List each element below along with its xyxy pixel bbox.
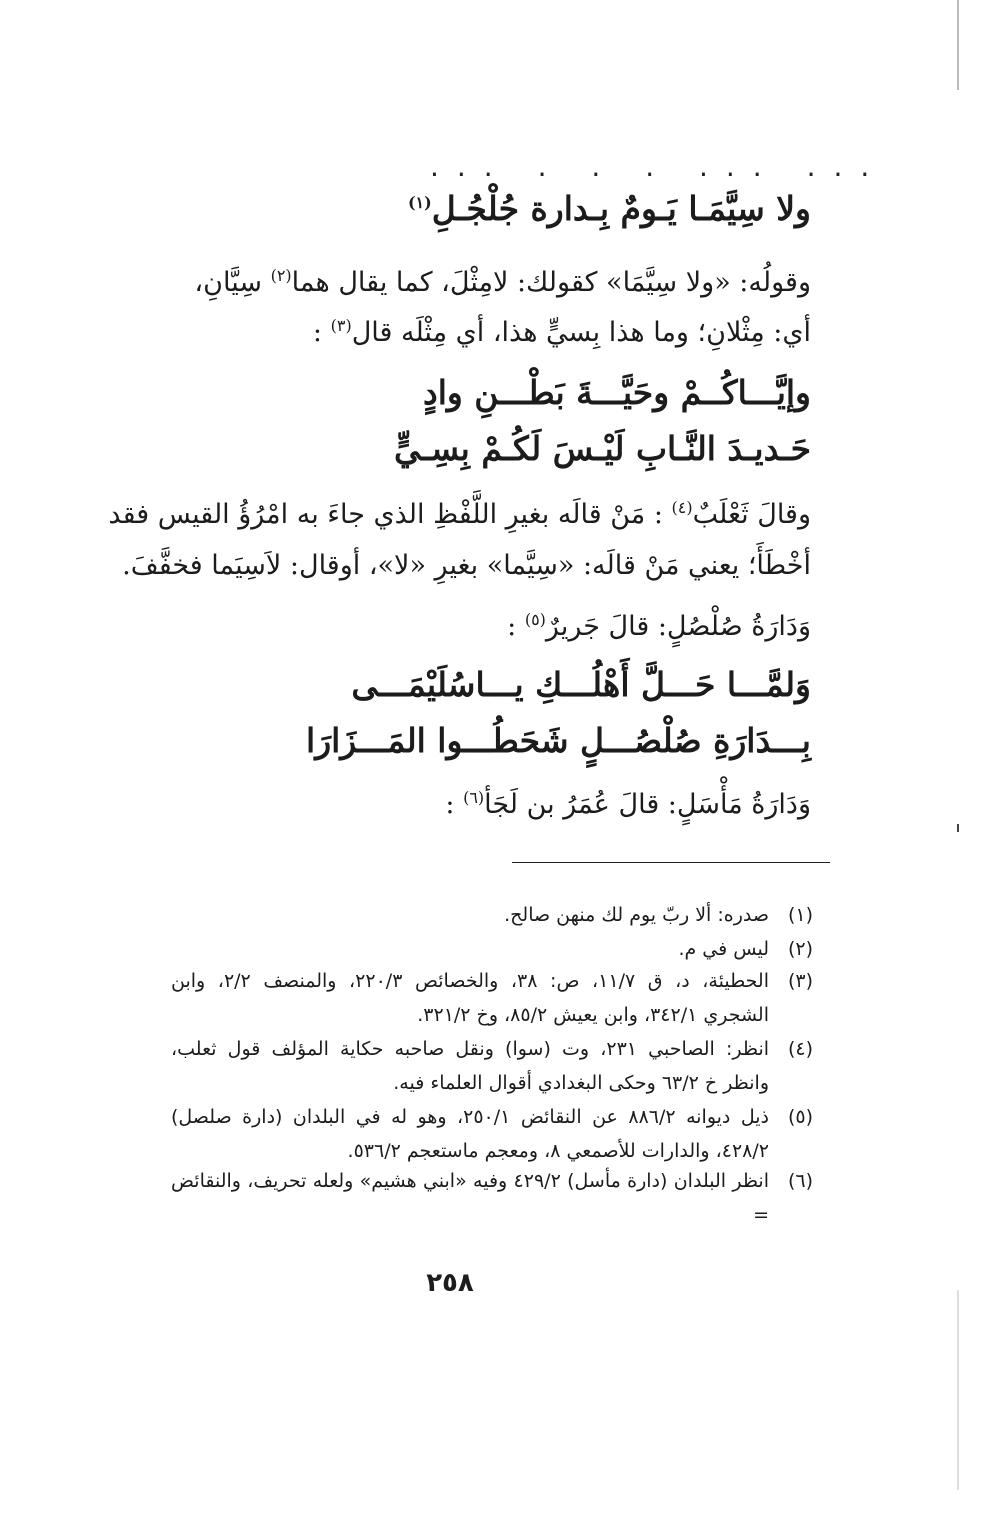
footnote-text: الحطيئة، د، ق ١١/٧، ص: ٣٨، والخصائص ٢٢٠/٣، والمنصف ٢/٢، وابن الشجري ٣٤٢/١، وابن يعيش ٨٥/٢، وخ ٣٢١/٢.	[171, 970, 769, 1026]
footnote-2	[171, 932, 811, 966]
prose-text: :	[507, 611, 517, 642]
footnote-number: (٦)	[787, 1170, 813, 1192]
footnote-text: ذيل ديوانه ٨٨٦/٢ عن النقائض ٢٥٠/١، وهو له في البلدان (دارة صلصل) ٤٢٨/٢، والدارات للأصمعي ٨، ومعجم ماستعجم ٥٣٦/٢.	[171, 1106, 769, 1162]
prose-text: وَدَارَةُ صُلْصُلٍ: قالَ جَريرٌ	[545, 611, 811, 642]
verse-line-1	[407, 189, 811, 228]
prose-line-4: أخْطَأَ؛ يعني مَنْ قالَه: «سِيَّما» بغيرِ «لا»، أوقال: لاَسِيَما فخفَّفَ.	[122, 550, 811, 581]
prose-line-2	[313, 318, 811, 346]
prose-line-6	[445, 790, 811, 818]
scan-edge-mark	[957, 1290, 959, 1490]
footnote-5	[171, 1100, 811, 1168]
footnote-number: (٣)	[787, 970, 813, 992]
footnote-ref-3: (٣)	[330, 316, 352, 335]
footnote-number: (٥)	[787, 1106, 813, 1128]
prose-text: وَدَارَةُ مَأْسَلٍ: قالَ عُمَرُ بن لَجَأ	[484, 789, 811, 820]
prose-text: :	[445, 789, 455, 820]
footnote-number: (٤)	[787, 1038, 813, 1060]
prose-text: وقالَ ثَعْلَبٌ	[692, 499, 811, 530]
footnote-ref-4: (٤)	[671, 498, 693, 517]
footnote-number: (٢)	[787, 938, 813, 960]
footnote-4	[171, 1032, 811, 1100]
footnote-3	[171, 964, 811, 1032]
page-number: ٢٥٨	[426, 1268, 474, 1298]
prose-text: : مَنْ قالَه بغيرِ اللَّفْظِ الذي جاءَ به امْرُؤُ القيس فقد	[108, 499, 663, 530]
verse-text: ولا سِيَّمَـا يَـومٌ بِـدارة جُلْجُـلِ	[431, 189, 811, 228]
ellipsis-row: ... . . . ... ...	[430, 150, 888, 183]
prose-line-1	[194, 268, 811, 296]
footnote-number: (١)	[787, 904, 813, 926]
verse-line-2a: وإيَّـــاكُــمْ وحَيَّـــةَ بَطْـــنِ وادٍ	[423, 373, 811, 412]
prose-text: :	[312, 317, 322, 348]
scan-edge-tick	[957, 824, 959, 832]
footnote-6	[171, 1164, 811, 1232]
verse-line-3a: وَلمَّـــا حَـــلَّ أَهْلُـــكِ يـــاسُلَيْمَـــى	[351, 665, 811, 704]
scan-edge-mark	[957, 0, 959, 90]
footnote-ref-1: (١)	[407, 193, 432, 212]
footnote-ref-2: (٢)	[270, 266, 292, 285]
prose-text: سِيَّانِ،	[194, 267, 262, 298]
prose-line-5	[507, 612, 811, 640]
footnote-text: انظر البلدان (دارة مأسل) ٤٢٩/٢ وفيه «ابني هشيم» ولعله تحريف، والنقائض =	[171, 1170, 769, 1226]
footnote-separator	[512, 862, 830, 863]
prose-text: أي: مِثْلانِ؛ وما هذا بِسيٍّ هذا، أي مِثْلَه قال	[351, 317, 811, 348]
footnote-ref-5: (٥)	[524, 610, 546, 629]
prose-line-3	[108, 500, 811, 528]
prose-text: وقولُه: «ولا سِيَّمَا» كقولك: لامِثْلَ، كما يقال هما	[291, 267, 811, 298]
footnote-1	[171, 898, 811, 932]
footnote-ref-6: (٦)	[463, 788, 485, 807]
verse-line-2b: حَـديـدَ النَّـابِ لَيْـسَ لَكُـمْ بِسِـيٍّ	[394, 429, 811, 468]
footnote-text: صدره: ألا ربّ يوم لك منهن صالح.	[504, 904, 769, 926]
footnote-text: انظر: الصاحبي ٢٣١، وت (سوا) ونقل صاحبه حكاية المؤلف قول ثعلب، وانظر خ ٦٣/٢ وحكى البغدادي أقوال العلماء فيه.	[171, 1038, 770, 1094]
verse-line-3b: بِـــدَارَةِ صُلْصُـــلٍ شَحَطُـــوا المَـــزَارَا	[306, 721, 811, 760]
footnote-text: ليس في م.	[678, 938, 769, 960]
